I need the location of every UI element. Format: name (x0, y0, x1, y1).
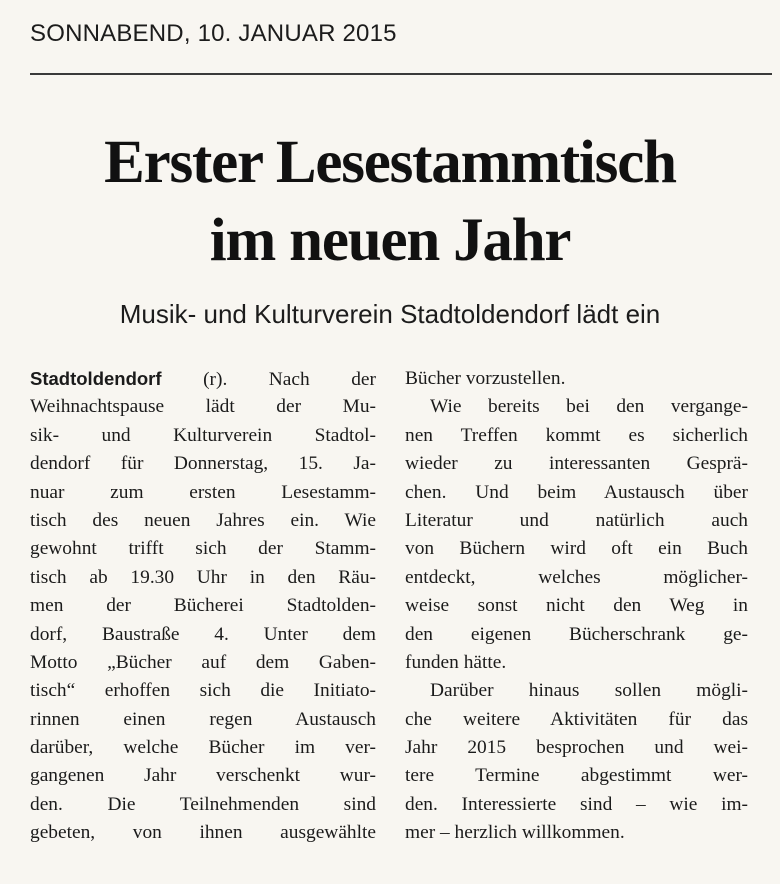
headline (0, 124, 780, 280)
article-line: gangenen Jahr verschenkt wur- (30, 765, 376, 787)
article-line: den. Die Teilnehmenden sind (30, 793, 376, 815)
article-line: Bücher vorzustellen. (405, 368, 566, 389)
article-line: nuar zum ersten Lesestamm- (30, 481, 376, 503)
article-line: chen. Und beim Austausch über (405, 481, 748, 503)
headline-line-1: Erster Lesestammtisch (104, 129, 676, 196)
article-line: Jahr 2015 besprochen und wei- (405, 737, 748, 759)
article-line: Darüber hinaus sollen mögli- (430, 680, 748, 702)
article-line: sik- und Kulturverein Stadtol- (30, 424, 376, 446)
article-line: gewohnt trifft sich der Stamm- (30, 538, 376, 560)
article-line: den eigenen Bücherschrank ge- (405, 623, 748, 645)
dateline: SONNABEND, 10. JANUAR 2015 (30, 20, 397, 47)
article-line: tisch des neuen Jahres ein. Wie (30, 509, 376, 531)
article-line: tisch“ erhoffen sich die Initiato- (30, 680, 376, 702)
article-line: weise sonst nicht den Weg in (405, 595, 748, 617)
article-line-text: (r). Nach der (161, 369, 376, 390)
article-line: Literatur und natürlich auch (405, 509, 748, 531)
article-line: entdeckt, welches möglicher- (405, 566, 748, 588)
article-line: che weitere Aktivitäten für das (405, 708, 748, 730)
article-line: tisch ab 19.30 Uhr in den Räu- (30, 566, 376, 588)
subheadline: Musik- und Kulturverein Stadtoldendorf lädt ein (119, 299, 661, 329)
article-line: den. Interessierte sind – wie im- (405, 793, 748, 815)
article-line: wieder zu interessanten Gesprä- (405, 453, 748, 475)
article-line (30, 365, 376, 393)
article-line: tere Termine abgestimmt wer- (405, 765, 748, 787)
article-line: gebeten, von ihnen ausgewählte (30, 822, 376, 844)
article-line: von Büchern wird oft ein Buch (405, 538, 748, 560)
article-column-left (30, 365, 376, 848)
header-rule (30, 73, 772, 75)
article-line: Motto „Bücher auf dem Gaben- (30, 651, 376, 673)
location-tag: Stadtoldendorf (30, 368, 162, 389)
article-column-right (405, 365, 748, 848)
article-line: funden hätte. (405, 651, 507, 673)
article-line: Weihnachtspause lädt der Mu- (30, 396, 376, 418)
article-line: Wie bereits bei den vergange- (430, 396, 748, 418)
article-line: dendorf für Donnerstag, 15. Ja- (30, 453, 376, 475)
article-line: mer – herzlich willkommen. (405, 822, 625, 844)
article-line: nen Treffen kommt es sicherlich (405, 424, 748, 446)
headline-line-2: im neuen Jahr (209, 207, 571, 274)
article-line: darüber, welche Bücher im ver- (30, 737, 376, 759)
article-line: dorf, Baustraße 4. Unter dem (30, 623, 376, 645)
article-line: rinnen einen regen Austausch (30, 708, 376, 730)
article-line: men der Bücherei Stadtolden- (30, 595, 376, 617)
